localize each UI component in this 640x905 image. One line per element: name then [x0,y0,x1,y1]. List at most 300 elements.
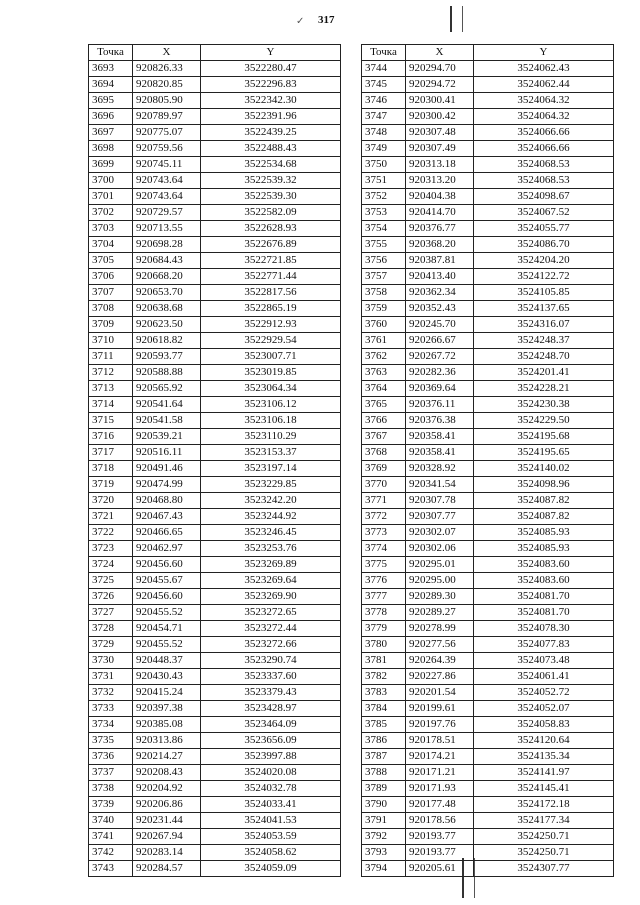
table-row [362,813,614,829]
y-cell: 3523106.12 [201,397,341,413]
y-cell: 3524195.68 [474,429,614,445]
point-cell: 3722 [89,525,133,541]
point-cell: 3705 [89,253,133,269]
table-row [362,861,614,877]
table-row [89,653,341,669]
table-row [362,445,614,461]
y-cell: 3524228.21 [474,381,614,397]
y-cell: 3524058.62 [201,845,341,861]
point-cell: 3753 [362,205,406,221]
y-cell: 3523379.43 [201,685,341,701]
point-cell: 3731 [89,669,133,685]
x-cell: 920413.40 [406,269,474,285]
x-cell: 920456.60 [133,589,201,605]
table-row [362,605,614,621]
x-cell: 920267.94 [133,829,201,845]
table-row [89,781,341,797]
table-row [89,525,341,541]
y-cell: 3524195.65 [474,445,614,461]
y-cell: 3523997.88 [201,749,341,765]
point-cell: 3697 [89,125,133,141]
x-cell: 920541.58 [133,413,201,429]
x-cell: 920174.21 [406,749,474,765]
table-row [362,541,614,557]
x-cell: 920313.20 [406,173,474,189]
table-row [362,557,614,573]
y-cell: 3523110.29 [201,429,341,445]
table-row [89,125,341,141]
table-row [362,589,614,605]
x-cell: 920414.70 [406,205,474,221]
point-cell: 3724 [89,557,133,573]
table-row [362,205,614,221]
y-cell: 3523272.65 [201,605,341,621]
x-cell: 920352.43 [406,301,474,317]
point-cell: 3741 [89,829,133,845]
x-cell: 920328.92 [406,461,474,477]
table-row [362,397,614,413]
point-cell: 3712 [89,365,133,381]
table-row [362,381,614,397]
y-cell: 3524058.83 [474,717,614,733]
x-cell: 920415.24 [133,685,201,701]
y-cell: 3524086.70 [474,237,614,253]
y-cell: 3524041.53 [201,813,341,829]
x-cell: 920454.71 [133,621,201,637]
y-cell: 3522391.96 [201,109,341,125]
y-cell: 3522817.56 [201,285,341,301]
x-cell: 920295.00 [406,573,474,589]
y-cell: 3524064.32 [474,93,614,109]
point-cell: 3716 [89,429,133,445]
x-cell: 920448.37 [133,653,201,669]
table-row [89,621,341,637]
table-row [89,333,341,349]
x-cell: 920820.85 [133,77,201,93]
point-cell: 3761 [362,333,406,349]
point-cell: 3710 [89,333,133,349]
x-cell: 920455.67 [133,573,201,589]
table-row [89,493,341,509]
header-point: Точка [89,45,133,61]
x-cell: 920214.27 [133,749,201,765]
y-cell: 3524098.67 [474,189,614,205]
y-cell: 3522721.85 [201,253,341,269]
y-cell: 3524316.07 [474,317,614,333]
point-cell: 3726 [89,589,133,605]
y-cell: 3523290.74 [201,653,341,669]
x-cell: 920362.34 [406,285,474,301]
table-row [362,477,614,493]
y-cell: 3522296.83 [201,77,341,93]
point-cell: 3695 [89,93,133,109]
x-cell: 920193.77 [406,829,474,845]
table-row [89,173,341,189]
y-cell: 3524230.38 [474,397,614,413]
x-cell: 920456.60 [133,557,201,573]
y-cell: 3522676.89 [201,237,341,253]
table-header-row [362,45,614,61]
table-row [362,701,614,717]
y-cell: 3523464.09 [201,717,341,733]
table-row [89,381,341,397]
point-cell: 3701 [89,189,133,205]
x-cell: 920284.57 [133,861,201,877]
table-row [89,797,341,813]
y-cell: 3524172.18 [474,797,614,813]
point-cell: 3720 [89,493,133,509]
x-cell: 920638.68 [133,301,201,317]
point-cell: 3764 [362,381,406,397]
x-cell: 920684.43 [133,253,201,269]
y-cell: 3522280.47 [201,61,341,77]
point-cell: 3759 [362,301,406,317]
table-row [89,77,341,93]
x-cell: 920266.67 [406,333,474,349]
x-cell: 920294.70 [406,61,474,77]
point-cell: 3757 [362,269,406,285]
table-row [362,253,614,269]
table-row [89,573,341,589]
x-cell: 920307.77 [406,509,474,525]
x-cell: 920455.52 [133,637,201,653]
y-cell: 3522342.30 [201,93,341,109]
table-row [362,333,614,349]
coordinates-table-left [88,44,341,877]
x-cell: 920729.57 [133,205,201,221]
x-cell: 920178.51 [406,733,474,749]
point-cell: 3721 [89,509,133,525]
coordinates-table-right [361,44,614,877]
x-cell: 920358.41 [406,429,474,445]
y-cell: 3524068.53 [474,157,614,173]
table-row [362,269,614,285]
x-cell: 920294.72 [406,77,474,93]
table-row [89,845,341,861]
point-cell: 3745 [362,77,406,93]
point-cell: 3737 [89,765,133,781]
point-cell: 3699 [89,157,133,173]
table-row [89,637,341,653]
table-row [362,189,614,205]
y-cell: 3524068.53 [474,173,614,189]
x-cell: 920397.38 [133,701,201,717]
point-cell: 3789 [362,781,406,797]
point-cell: 3773 [362,525,406,541]
table-row [362,221,614,237]
point-cell: 3777 [362,589,406,605]
table-row [362,109,614,125]
y-cell: 3523337.60 [201,669,341,685]
x-cell: 920227.86 [406,669,474,685]
point-cell: 3730 [89,653,133,669]
table-row [89,541,341,557]
x-cell: 920267.72 [406,349,474,365]
point-cell: 3735 [89,733,133,749]
table-row [89,589,341,605]
table-row [362,797,614,813]
table-row [89,269,341,285]
x-cell: 920201.54 [406,685,474,701]
y-cell: 3522771.44 [201,269,341,285]
point-cell: 3762 [362,349,406,365]
y-cell: 3523019.85 [201,365,341,381]
x-cell: 920307.49 [406,141,474,157]
point-cell: 3696 [89,109,133,125]
x-cell: 920743.64 [133,189,201,205]
y-cell: 3524135.34 [474,749,614,765]
x-cell: 920307.48 [406,125,474,141]
page-number: 317 [318,14,335,26]
point-cell: 3713 [89,381,133,397]
point-cell: 3727 [89,605,133,621]
y-cell: 3524248.37 [474,333,614,349]
table-row [89,141,341,157]
x-cell: 920278.99 [406,621,474,637]
table-body-left [89,61,341,877]
x-cell: 920313.18 [406,157,474,173]
point-cell: 3709 [89,317,133,333]
y-cell: 3524105.85 [474,285,614,301]
y-cell: 3524059.09 [201,861,341,877]
x-cell: 920376.38 [406,413,474,429]
x-cell: 920313.86 [133,733,201,749]
point-cell: 3707 [89,285,133,301]
table-row [89,365,341,381]
point-cell: 3768 [362,445,406,461]
point-cell: 3736 [89,749,133,765]
table-row [89,237,341,253]
point-cell: 3739 [89,797,133,813]
y-cell: 3523272.44 [201,621,341,637]
point-cell: 3751 [362,173,406,189]
point-cell: 3698 [89,141,133,157]
point-cell: 3778 [362,605,406,621]
table-row [89,189,341,205]
x-cell: 920775.07 [133,125,201,141]
point-cell: 3785 [362,717,406,733]
table-row [89,733,341,749]
x-cell: 920404.38 [406,189,474,205]
y-cell: 3523269.64 [201,573,341,589]
point-cell: 3774 [362,541,406,557]
x-cell: 920358.41 [406,445,474,461]
y-cell: 3523246.45 [201,525,341,541]
table-row [89,749,341,765]
y-cell: 3524067.52 [474,205,614,221]
x-cell: 920177.48 [406,797,474,813]
y-cell: 3524229.50 [474,413,614,429]
x-cell: 920713.55 [133,221,201,237]
x-cell: 920593.77 [133,349,201,365]
table-row [89,221,341,237]
x-cell: 920277.56 [406,637,474,653]
x-cell: 920430.43 [133,669,201,685]
x-cell: 920805.90 [133,93,201,109]
table-row [362,669,614,685]
point-cell: 3790 [362,797,406,813]
table-row [89,605,341,621]
point-cell: 3779 [362,621,406,637]
table-row [362,749,614,765]
header-y: Y [201,45,341,61]
y-cell: 3522628.93 [201,221,341,237]
table-body-right [362,61,614,877]
x-cell: 920205.61 [406,861,474,877]
x-cell: 920197.76 [406,717,474,733]
point-cell: 3733 [89,701,133,717]
table-row [362,829,614,845]
table-row [362,461,614,477]
y-cell: 3522865.19 [201,301,341,317]
y-cell: 3524120.64 [474,733,614,749]
y-cell: 3524066.66 [474,125,614,141]
point-cell: 3742 [89,845,133,861]
table-row [89,253,341,269]
table-row [89,109,341,125]
table-row [362,173,614,189]
y-cell: 3524066.66 [474,141,614,157]
x-cell: 920289.27 [406,605,474,621]
table-row [362,781,614,797]
check-mark-icon: ✓ [296,16,305,27]
point-cell: 3780 [362,637,406,653]
y-cell: 3523197.14 [201,461,341,477]
table-row [362,765,614,781]
y-cell: 3524032.78 [201,781,341,797]
x-cell: 920171.93 [406,781,474,797]
y-cell: 3524307.77 [474,861,614,877]
x-cell: 920295.01 [406,557,474,573]
y-cell: 3522582.09 [201,205,341,221]
x-cell: 920307.78 [406,493,474,509]
y-cell: 3524085.93 [474,541,614,557]
y-cell: 3524250.71 [474,845,614,861]
table-row [89,509,341,525]
table-row [89,157,341,173]
table-row [89,205,341,221]
y-cell: 3524062.43 [474,61,614,77]
table-row [89,317,341,333]
point-cell: 3792 [362,829,406,845]
point-cell: 3747 [362,109,406,125]
point-cell: 3743 [89,861,133,877]
x-cell: 920468.80 [133,493,201,509]
table-row [362,317,614,333]
y-cell: 3524248.70 [474,349,614,365]
x-cell: 920387.81 [406,253,474,269]
header-x: X [406,45,474,61]
x-cell: 920539.21 [133,429,201,445]
table-row [362,493,614,509]
table-row [89,61,341,77]
point-cell: 3781 [362,653,406,669]
point-cell: 3729 [89,637,133,653]
x-cell: 920474.99 [133,477,201,493]
x-cell: 920516.11 [133,445,201,461]
point-cell: 3771 [362,493,406,509]
table-row [89,397,341,413]
x-cell: 920300.41 [406,93,474,109]
table-row [89,685,341,701]
x-cell: 920302.06 [406,541,474,557]
y-cell: 3523253.76 [201,541,341,557]
point-cell: 3738 [89,781,133,797]
y-cell: 3524085.93 [474,525,614,541]
table-row [362,349,614,365]
y-cell: 3524204.20 [474,253,614,269]
y-cell: 3524077.83 [474,637,614,653]
table-row [362,717,614,733]
table-row [362,653,614,669]
y-cell: 3524250.71 [474,829,614,845]
y-cell: 3524081.70 [474,589,614,605]
x-cell: 920302.07 [406,525,474,541]
y-cell: 3522439.25 [201,125,341,141]
point-cell: 3700 [89,173,133,189]
table-row [89,429,341,445]
x-cell: 920376.77 [406,221,474,237]
point-cell: 3756 [362,253,406,269]
point-cell: 3714 [89,397,133,413]
y-cell: 3524064.32 [474,109,614,125]
point-cell: 3752 [362,189,406,205]
table-row [89,93,341,109]
point-cell: 3744 [362,61,406,77]
y-cell: 3524062.44 [474,77,614,93]
y-cell: 3524055.77 [474,221,614,237]
table-row [362,621,614,637]
point-cell: 3715 [89,413,133,429]
table-row [89,669,341,685]
point-cell: 3725 [89,573,133,589]
point-cell: 3719 [89,477,133,493]
y-cell: 3524061.41 [474,669,614,685]
point-cell: 3732 [89,685,133,701]
table-row [362,733,614,749]
point-cell: 3770 [362,477,406,493]
y-cell: 3522539.32 [201,173,341,189]
y-cell: 3522488.43 [201,141,341,157]
point-cell: 3734 [89,717,133,733]
table-row [89,445,341,461]
table-row [362,61,614,77]
y-cell: 3524073.48 [474,653,614,669]
y-cell: 3524141.97 [474,765,614,781]
header-y: Y [474,45,614,61]
table-row [362,141,614,157]
x-cell: 920178.56 [406,813,474,829]
table-row [362,637,614,653]
x-cell: 920455.52 [133,605,201,621]
x-cell: 920282.36 [406,365,474,381]
y-cell: 3523656.09 [201,733,341,749]
point-cell: 3760 [362,317,406,333]
x-cell: 920668.20 [133,269,201,285]
y-cell: 3522912.93 [201,317,341,333]
point-cell: 3728 [89,621,133,637]
y-cell: 3524081.70 [474,605,614,621]
x-cell: 920368.20 [406,237,474,253]
point-cell: 3748 [362,125,406,141]
point-cell: 3711 [89,349,133,365]
y-cell: 3523064.34 [201,381,341,397]
x-cell: 920466.65 [133,525,201,541]
point-cell: 3758 [362,285,406,301]
table-row [89,861,341,877]
y-cell: 3524098.96 [474,477,614,493]
table-row [89,461,341,477]
